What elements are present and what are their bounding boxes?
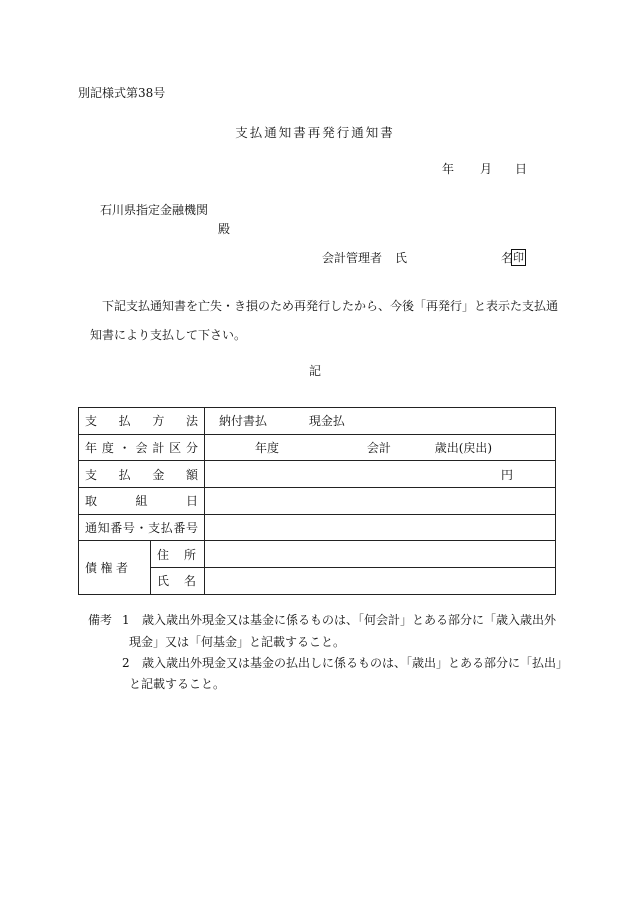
amount-unit: 円 xyxy=(500,467,513,482)
ki-heading: 記 xyxy=(308,364,321,378)
note-2-line-1: 歳入歳出外現金又は基金の払出しに係るものは、「歳出」とある部分に「払出」 xyxy=(142,656,569,670)
payment-option-cash: 現金払 xyxy=(308,414,345,429)
details-table xyxy=(78,407,556,595)
note-1-number: 1 xyxy=(122,613,130,627)
amount-value[interactable] xyxy=(205,461,556,488)
note-2-number: 2 xyxy=(122,656,130,670)
handling-date-label: 取組日 xyxy=(79,488,205,515)
fiscal-label: 年度・会計区分 xyxy=(79,434,205,461)
payment-option-invoice: 納付書払 xyxy=(219,414,268,429)
fiscal-account-label: 会計 xyxy=(366,441,391,456)
amount-label: 支払金額 xyxy=(79,461,205,488)
creditor-name-label: 氏名 xyxy=(151,568,205,595)
table-row-amount xyxy=(79,461,556,488)
sender-surname-label: 氏 xyxy=(395,251,408,265)
fiscal-value[interactable] xyxy=(205,434,556,461)
seal-box: 印 xyxy=(513,251,524,264)
table-row-numbers xyxy=(79,514,556,541)
sender-role: 会計管理者 xyxy=(322,251,383,265)
table-row-payment-method xyxy=(79,408,556,435)
creditor-address-label: 住所 xyxy=(151,541,205,568)
creditor-label: 債権者 xyxy=(79,541,151,594)
payment-method-label: 支払方法 xyxy=(79,408,205,435)
payment-method-value[interactable] xyxy=(205,408,556,435)
table-row-handling-date xyxy=(79,488,556,515)
table-row-fiscal xyxy=(79,434,556,461)
creditor-name-value[interactable] xyxy=(205,568,556,595)
fiscal-year-label: 年度 xyxy=(255,441,280,456)
fiscal-expense-label: 歳出(戻出) xyxy=(434,441,493,456)
date-day-label: 日 xyxy=(515,162,528,176)
date-month-label: 月 xyxy=(480,162,493,176)
numbers-value[interactable] xyxy=(205,514,556,541)
body-text-line-1: 下記支払通知書を亡失・き損のため再発行したから、今後「再発行」と表示た支払通 xyxy=(102,299,559,313)
note-1-line-2: 現金」又は「何基金」と記載すること。 xyxy=(129,635,346,649)
table-row-creditor-name xyxy=(79,568,556,595)
sender-given-name-label: 名 xyxy=(501,251,514,265)
numbers-label: 通知番号・支払番号 xyxy=(79,514,205,541)
notes-heading: 備考 xyxy=(88,613,113,627)
form-number: 別記様式第38号 xyxy=(78,86,166,100)
addressee-honorific: 殿 xyxy=(218,222,231,236)
note-2-line-2: と記載すること。 xyxy=(129,677,226,691)
handling-date-value[interactable] xyxy=(205,488,556,515)
note-1-line-1: 歳入歳出外現金又は基金に係るものは、「何会計」とある部分に「歳入歳出外 xyxy=(142,613,557,627)
document-title: 支払通知書再発行通知書 xyxy=(235,125,395,140)
date-year-label: 年 xyxy=(442,162,455,176)
addressee-name: 石川県指定金融機関 xyxy=(100,203,209,217)
table-row-creditor-address xyxy=(79,541,556,568)
creditor-address-value[interactable] xyxy=(205,541,556,568)
body-text-line-2: 知書により支払して下さい。 xyxy=(90,328,247,342)
